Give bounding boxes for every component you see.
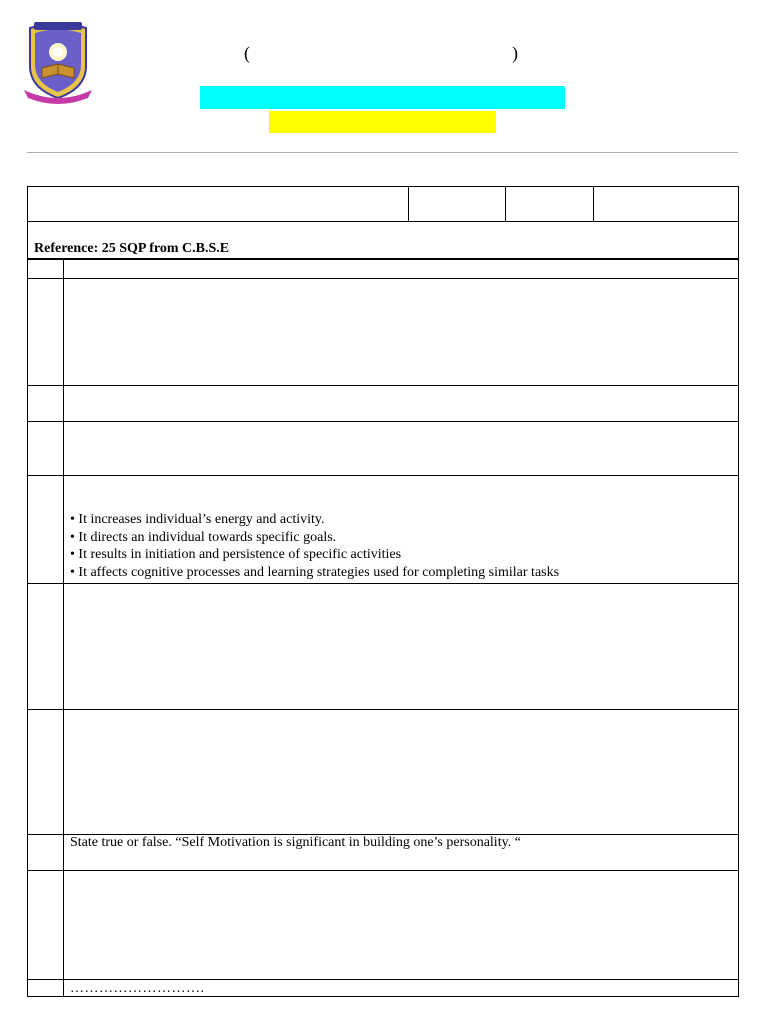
question-number-cell (27, 834, 64, 871)
question-content-cell (63, 421, 739, 476)
question-number-cell (27, 421, 64, 476)
true-false-question: State true or false. “Self Motivation is significant in building one’s personality. “ (70, 835, 521, 850)
dotted-answer-line: ………………………. (70, 981, 205, 996)
info-cell-3 (593, 186, 739, 222)
answer-bullet: • It affects cognitive processes and learning strategies used for completing similar tasks (70, 564, 560, 580)
question-number-cell (27, 709, 64, 835)
answer-bullet-list (70, 511, 559, 581)
cyan-highlight-bar (200, 86, 565, 109)
yellow-highlight-bar (269, 111, 496, 133)
question-content-cell (63, 278, 739, 386)
info-cell-2 (505, 186, 594, 222)
question-number-cell (27, 385, 64, 422)
info-cell-name (27, 186, 409, 222)
answer-bullet: • It results in initiation and persistence of specific activities (70, 547, 402, 562)
answer-bullet: • It directs an individual towards specific goals. (70, 529, 337, 545)
question-number-cell (27, 278, 64, 386)
question-content-cell (63, 385, 739, 422)
question-content-cell (63, 259, 739, 279)
question-number-cell (27, 979, 64, 997)
title-close-paren: ) (512, 43, 518, 63)
school-crest-icon (22, 18, 94, 104)
header-divider (27, 152, 738, 153)
question-number-cell (27, 475, 64, 584)
question-number-cell (27, 870, 64, 980)
question-number-cell (27, 583, 64, 710)
question-content-cell (63, 870, 739, 980)
question-content-cell (63, 583, 739, 710)
title-open-paren: ( (244, 43, 250, 63)
question-content-cell (63, 709, 739, 835)
answer-bullet: • It increases individual’s energy and activity. (70, 512, 325, 527)
reference-text: Reference: 25 SQP from C.B.S.E (34, 241, 230, 256)
question-number-cell (27, 259, 64, 279)
info-cell-1 (408, 186, 506, 222)
